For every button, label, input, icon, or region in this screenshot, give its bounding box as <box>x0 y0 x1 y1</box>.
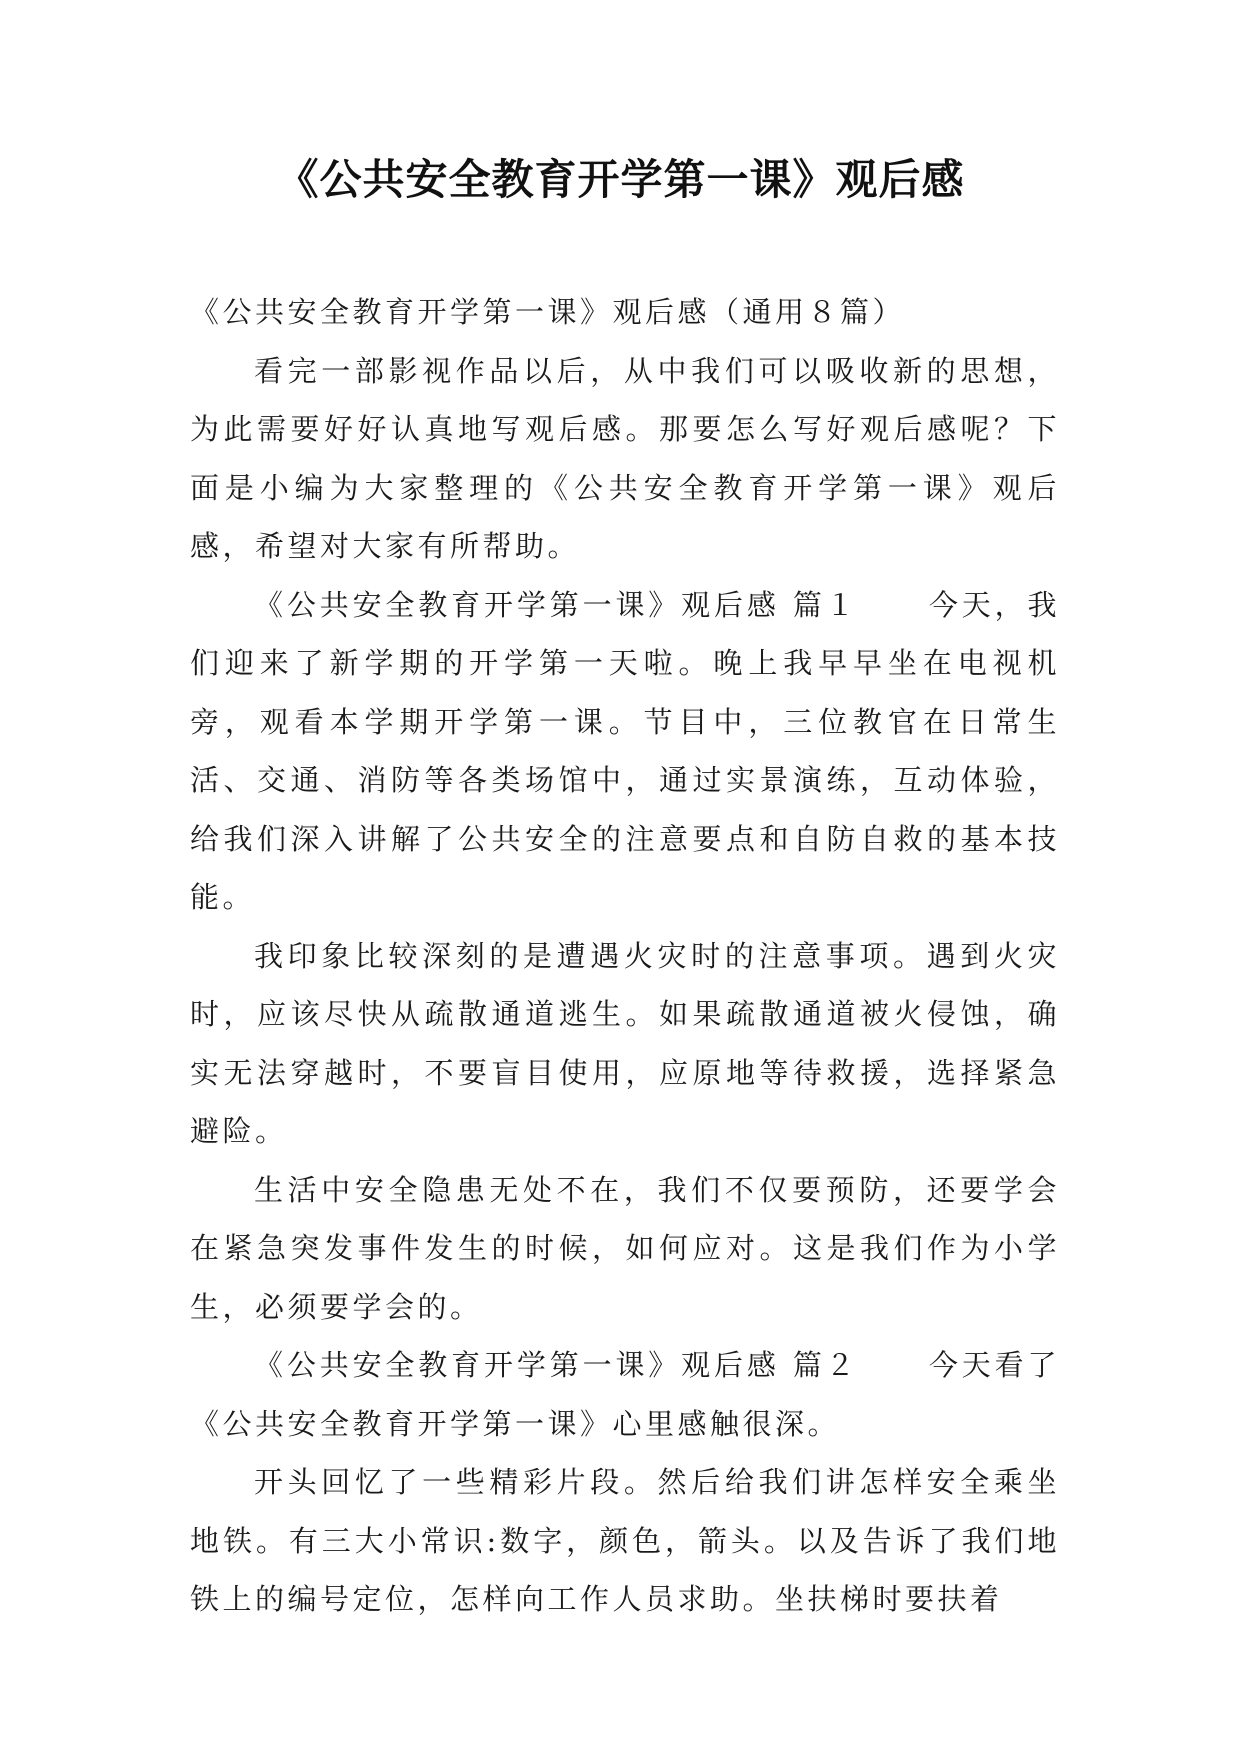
subtitle-paragraph: 《公共安全教育开学第一课》观后感（通用８篇） <box>190 295 906 329</box>
article-1-opening-text: 今天，我们迎来了新学期的开学第一天啦。晚上我早早坐在电视机旁，观看本学期开学第一课。节目中，三位教官在日常生活、交通、消防等各类场馆中，通过实景演练，互动体验，给我们深入讲解了公共安全的注意要点和自防自救的基本技能。 <box>190 587 1060 914</box>
article-1-first-paragraph <box>190 576 1060 927</box>
article-1-heading: 《公共安全教育开学第一课》观后感 篇１ <box>254 587 859 622</box>
document-title: 《公共安全教育开学第一课》观后感 <box>276 155 965 204</box>
article-2-paragraph-1: 开头回忆了一些精彩片段。然后给我们讲怎样安全乘坐地铁。有三大小常识:数字，颜色，箭头。以及告诉了我们地铁上的编号定位，怎样向工作人员求助。坐扶梯时要扶着 <box>190 1465 1060 1616</box>
document-body <box>190 283 1060 1629</box>
article-2-heading: 《公共安全教育开学第一课》观后感 篇２ <box>254 1348 859 1382</box>
intro-paragraph: 看完一部影视作品以后，从中我们可以吸收新的思想，为此需要好好认真地写观后感。那要怎么写好观后感呢？下面是小编为大家整理的《公共安全教育开学第一课》观后感，希望对大家有所帮助。 <box>190 353 1060 563</box>
article-1-paragraph-2: 我印象比较深刻的是遭遇火灾时的注意事项。遇到火灾时，应该尽快从疏散通道逃生。如果疏散通道被火侵蚀，确实无法穿越时，不要盲目使用，应原地等待救援，选择紧急避险。 <box>190 938 1060 1148</box>
article-2-first-paragraph <box>190 1336 1060 1453</box>
article-2-opening-text: 今天看了《公共安全教育开学第一课》心里感触很深。 <box>190 1348 1060 1441</box>
article-1-paragraph-3: 生活中安全隐患无处不在，我们不仅要预防，还要学会在紧急突发事件发生的时候，如何应对。这是我们作为小学生，必须要学会的。 <box>190 1172 1060 1324</box>
